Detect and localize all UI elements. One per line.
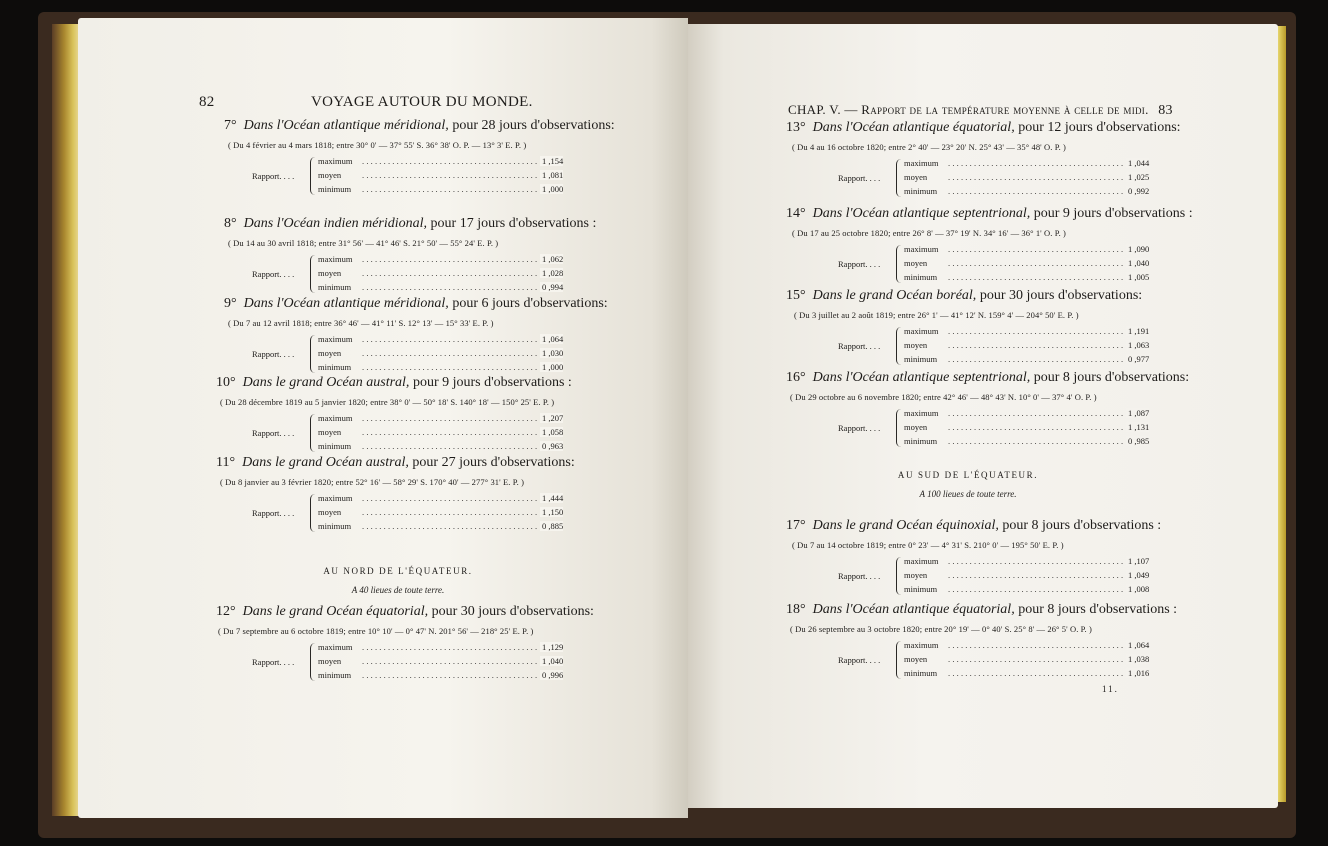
entry-dates: ( Du 4 février au 4 mars 1818; entre 30° 0' — 37° 55' S. 36° 38' O. P. — 13° 3' E. P. ) (228, 140, 527, 150)
rapport-table (252, 334, 582, 376)
entry-9 (224, 296, 608, 376)
signature-mark: 11. (1102, 684, 1119, 694)
row-minimum: minimum ......................................... 0 ,977 (904, 354, 1150, 364)
row-maximum: maximum ......................................... 1 ,064 (318, 334, 564, 344)
entry-8 (224, 216, 596, 296)
row-minimum: minimum ......................................... 1 ,000 (318, 184, 564, 194)
row-minimum: minimum ......................................... 1 ,008 (904, 584, 1150, 594)
entry-dates: ( Du 29 octobre au 6 novembre 1820; entre 42° 46' — 48° 43' N. 10° 0' — 37° 4' O. P. ) (790, 392, 1097, 402)
entry-11 (216, 455, 582, 535)
rapport-label: Rapport. . . . (252, 508, 295, 518)
row-maximum: maximum ......................................... 1 ,191 (904, 326, 1150, 336)
brace (896, 641, 902, 679)
row-moyen: moyen ......................................... 1 ,028 (318, 268, 564, 278)
row-moyen: moyen ......................................... 1 ,081 (318, 170, 564, 180)
entry-13 (786, 120, 1181, 200)
row-minimum: minimum ......................................... 0 ,985 (904, 436, 1150, 446)
running-title: CHAP. V. — Rapport de la température moyenne à celle de midi. (788, 102, 1149, 117)
row-minimum: minimum ......................................... 1 ,016 (904, 668, 1150, 678)
row-minimum: minimum ......................................... 0 ,963 (318, 441, 564, 451)
row-maximum: maximum ......................................... 1 ,129 (318, 642, 564, 652)
brace (310, 335, 316, 373)
row-moyen: moyen ......................................... 1 ,040 (904, 258, 1150, 268)
rapport-label: Rapport. . . . (838, 571, 881, 581)
entry-dates: ( Du 14 au 30 avril 1818; entre 31° 56' — 41° 46' S. 21° 50' — 55° 24' E. P. ) (228, 238, 499, 248)
rapport-label: Rapport. . . . (252, 269, 295, 279)
row-minimum: minimum ......................................... 1 ,005 (904, 272, 1150, 282)
entry-title: 15° Dans le grand Océan boréal, pour 30 jours d'observations: (786, 288, 1143, 303)
entry-title: 14° Dans l'Océan atlantique septentrional, pour 9 jours d'observations : (786, 206, 1193, 221)
rapport-table (252, 156, 582, 198)
entry-title: 7° Dans l'Océan atlantique méridional, pour 28 jours d'observations: (224, 118, 615, 133)
rapport-label: Rapport. . . . (838, 259, 881, 269)
row-maximum: maximum ......................................... 1 ,154 (318, 156, 564, 166)
entry-title: 11° Dans le grand Océan austral, pour 27 jours d'observations: (216, 455, 575, 470)
row-moyen: moyen ......................................... 1 ,049 (904, 570, 1150, 580)
right-page (688, 24, 1278, 808)
brace (896, 245, 902, 283)
entry-dates: ( Du 4 au 16 octobre 1820; entre 2° 40' — 23° 20' N. 25° 43' — 35° 48' O. P. ) (792, 142, 1066, 152)
entry-dates: ( Du 7 au 12 avril 1818; entre 36° 46' — 41° 11' S. 12° 13' — 15° 33' E. P. ) (228, 318, 494, 328)
row-minimum: minimum ......................................... 0 ,994 (318, 282, 564, 292)
brace (896, 557, 902, 595)
brace (896, 409, 902, 447)
row-minimum: minimum ......................................... 0 ,992 (904, 186, 1150, 196)
brace (310, 414, 316, 452)
entry-7 (224, 118, 615, 198)
row-minimum: minimum ......................................... 0 ,996 (318, 670, 564, 680)
row-minimum: minimum ......................................... 1 ,000 (318, 362, 564, 372)
entry-dates: ( Du 28 décembre 1819 au 5 janvier 1820; entre 38° 0' — 50° 18' S. 140° 18' — 150° 25' E. P. ) (220, 397, 555, 407)
row-maximum: maximum ......................................... 1 ,064 (904, 640, 1150, 650)
left-page (78, 18, 688, 818)
rapport-table (252, 413, 582, 455)
row-maximum: maximum ......................................... 1 ,090 (904, 244, 1150, 254)
hemisphere-heading-north: AU NORD DE L'ÉQUATEUR. A 40 lieues de toute terre. (323, 566, 473, 595)
entry-dates: ( Du 17 au 25 octobre 1820; entre 26° 8' — 37° 19' N. 34° 16' — 36° 1' O. P. ) (792, 228, 1066, 238)
row-moyen: moyen ......................................... 1 ,150 (318, 507, 564, 517)
rapport-table (252, 493, 582, 535)
rapport-table (252, 254, 582, 296)
entry-title: 8° Dans l'Océan indien méridional, pour 17 jours d'observations : (224, 216, 597, 231)
entry-title: 17° Dans le grand Océan équinoxial, pour 8 jours d'observations : (786, 518, 1162, 533)
brace (896, 159, 902, 197)
row-moyen: moyen ......................................... 1 ,030 (318, 348, 564, 358)
entry-title: 9° Dans l'Océan atlantique méridional, pour 6 jours d'observations: (224, 296, 608, 311)
entry-dates: ( Du 7 septembre au 6 octobre 1819; entre 10° 10' — 0° 47' N. 201° 56' — 218° 25' E. P. ) (218, 626, 534, 636)
entry-18 (786, 602, 1177, 682)
row-moyen: moyen ......................................... 1 ,063 (904, 340, 1150, 350)
entry-title: 12° Dans le grand Océan équatorial, pour 30 jours d'observations: (216, 604, 594, 619)
row-maximum: maximum ......................................... 1 ,107 (904, 556, 1150, 566)
row-moyen: moyen ......................................... 1 ,025 (904, 172, 1150, 182)
rapport-label: Rapport. . . . (252, 171, 295, 181)
rapport-table (838, 556, 1168, 598)
entry-dates: ( Du 26 septembre au 3 octobre 1820; entre 20° 19' — 0° 40' S. 25° 8' — 26° 5' O. P. ) (790, 624, 1092, 634)
brace (310, 643, 316, 681)
rapport-label: Rapport. . . . (252, 657, 295, 667)
entry-dates: ( Du 3 juillet au 2 août 1819; entre 26° 1' — 41° 12' N. 159° 4' — 204° 50' E. P. ) (794, 310, 1079, 320)
brace (310, 157, 316, 195)
entry-15 (786, 288, 1168, 368)
rapport-label: Rapport. . . . (252, 349, 295, 359)
rapport-label: Rapport. . . . (838, 423, 881, 433)
row-moyen: moyen ......................................... 1 ,038 (904, 654, 1150, 664)
page-number: 83 (1158, 103, 1173, 118)
rapport-label: Rapport. . . . (838, 173, 881, 183)
entry-title: 13° Dans l'Océan atlantique équatorial, pour 12 jours d'observations: (786, 120, 1181, 135)
brace (310, 255, 316, 293)
entry-17 (786, 518, 1168, 598)
entry-14 (786, 206, 1193, 286)
entry-16 (786, 370, 1189, 450)
page-number: 82 (199, 94, 215, 110)
row-moyen: moyen ......................................... 1 ,131 (904, 422, 1150, 432)
rapport-table (252, 642, 582, 684)
rapport-table (838, 408, 1168, 450)
rapport-label: Rapport. . . . (838, 341, 881, 351)
rapport-table (838, 158, 1168, 200)
brace (310, 494, 316, 532)
entry-title: 18° Dans l'Océan atlantique équatorial, pour 8 jours d'observations : (786, 602, 1178, 617)
right-page-header (788, 102, 1173, 119)
rapport-table (838, 244, 1168, 286)
entry-title: 16° Dans l'Océan atlantique septentrional, pour 8 jours d'observations: (786, 370, 1190, 385)
rapport-label: Rapport. . . . (838, 655, 881, 665)
entry-dates: ( Du 8 janvier au 3 février 1820; entre 52° 16' — 58° 29' S. 170° 40' — 277° 31' E. P. ) (220, 477, 525, 487)
row-maximum: maximum ......................................... 1 ,062 (318, 254, 564, 264)
row-moyen: moyen ......................................... 1 ,040 (318, 656, 564, 666)
running-title: VOYAGE AUTOUR DU MONDE. (311, 94, 533, 110)
entry-12 (216, 604, 594, 684)
rapport-label: Rapport. . . . (252, 428, 295, 438)
row-maximum: maximum ......................................... 1 ,207 (318, 413, 564, 423)
row-maximum: maximum ......................................... 1 ,044 (904, 158, 1150, 168)
entry-title: 10° Dans le grand Océan austral, pour 9 jours d'observations : (216, 375, 572, 390)
entry-10 (216, 375, 582, 455)
hemisphere-heading-south: AU SUD DE L'ÉQUATEUR. A 100 lieues de toute terre. (897, 470, 1039, 499)
brace (896, 327, 902, 365)
row-moyen: moyen ......................................... 1 ,058 (318, 427, 564, 437)
rapport-table (838, 326, 1168, 368)
entry-dates: ( Du 7 au 14 octobre 1819; entre 0° 23' — 4° 31' S. 210° 0' — 195° 50' E. P. ) (792, 540, 1064, 550)
row-maximum: maximum ......................................... 1 ,087 (904, 408, 1150, 418)
row-maximum: maximum ......................................... 1 ,444 (318, 493, 564, 503)
row-minimum: minimum ......................................... 0 ,885 (318, 521, 564, 531)
rapport-table (838, 640, 1168, 682)
